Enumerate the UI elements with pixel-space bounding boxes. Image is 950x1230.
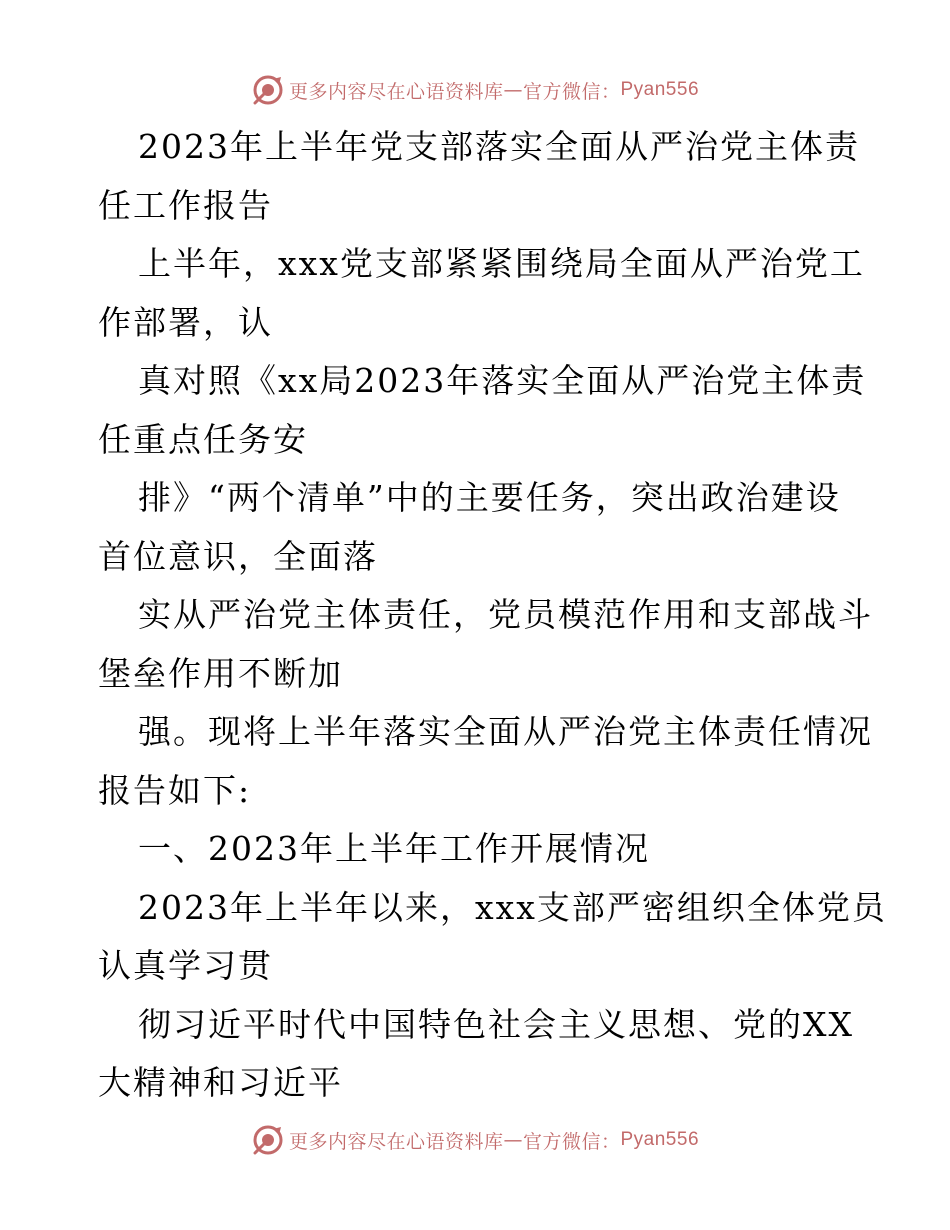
paragraph-line: 报告如下:: [98, 770, 252, 810]
pen-seal-logo-icon: [251, 73, 285, 107]
watermark-label: 官方微信：: [522, 80, 621, 103]
paragraph-line: 堡垒作用不断加: [98, 653, 343, 693]
watermark-separator: —: [503, 79, 523, 101]
paragraph-line: 2023年上半年以来，xxx支部严密组织全体党员: [138, 887, 887, 927]
paragraph-line: 任重点任务安: [98, 419, 308, 459]
paragraph-line: 认真学习贯: [98, 946, 273, 985]
paragraph-line: 强。现将上半年落实全面从严治党主体责任情况: [138, 712, 873, 751]
paragraph-line: 彻习近平时代中国特色社会主义思想、党的XX: [138, 1004, 854, 1044]
paragraph-line: 大精神和习近平: [98, 1063, 343, 1102]
watermark-label: 官方微信：: [522, 1130, 621, 1153]
watermark-brand: 更多内容尽在心语资料库: [288, 1130, 504, 1153]
watermark-brand: 更多内容尽在心语资料库: [288, 80, 504, 103]
title-line-2: 任工作报告: [98, 185, 273, 225]
paragraph-line: 上半年，xxx党支部紧紧围绕局全面从严治党工: [138, 244, 865, 283]
section-heading: 一、2023年上半年工作开展情况: [138, 829, 650, 868]
paragraph-line: 真对照《xx局2023年落实全面从严治党主体责: [138, 361, 867, 400]
paragraph-line: 实从严治党主体责任，党员模范作用和支部战斗: [138, 595, 873, 634]
pen-seal-logo-icon: [251, 1123, 285, 1157]
watermark-wechat-id: Pyan556: [620, 1129, 700, 1150]
header-watermark: [0, 70, 950, 110]
watermark-wechat-id: Pyan556: [620, 79, 700, 100]
paragraph-line: 首位意识，全面落: [98, 536, 378, 576]
paragraph-line: 排》“两个清单”中的主要任务，突出政治建设: [138, 478, 841, 517]
paragraph-line: 作部署，认: [98, 302, 273, 342]
footer-watermark: [0, 1120, 950, 1160]
watermark-separator: —: [503, 1129, 523, 1151]
document-body: [98, 118, 887, 1113]
title-line-1: 2023年上半年党支部落实全面从严治党主体责: [138, 127, 860, 166]
